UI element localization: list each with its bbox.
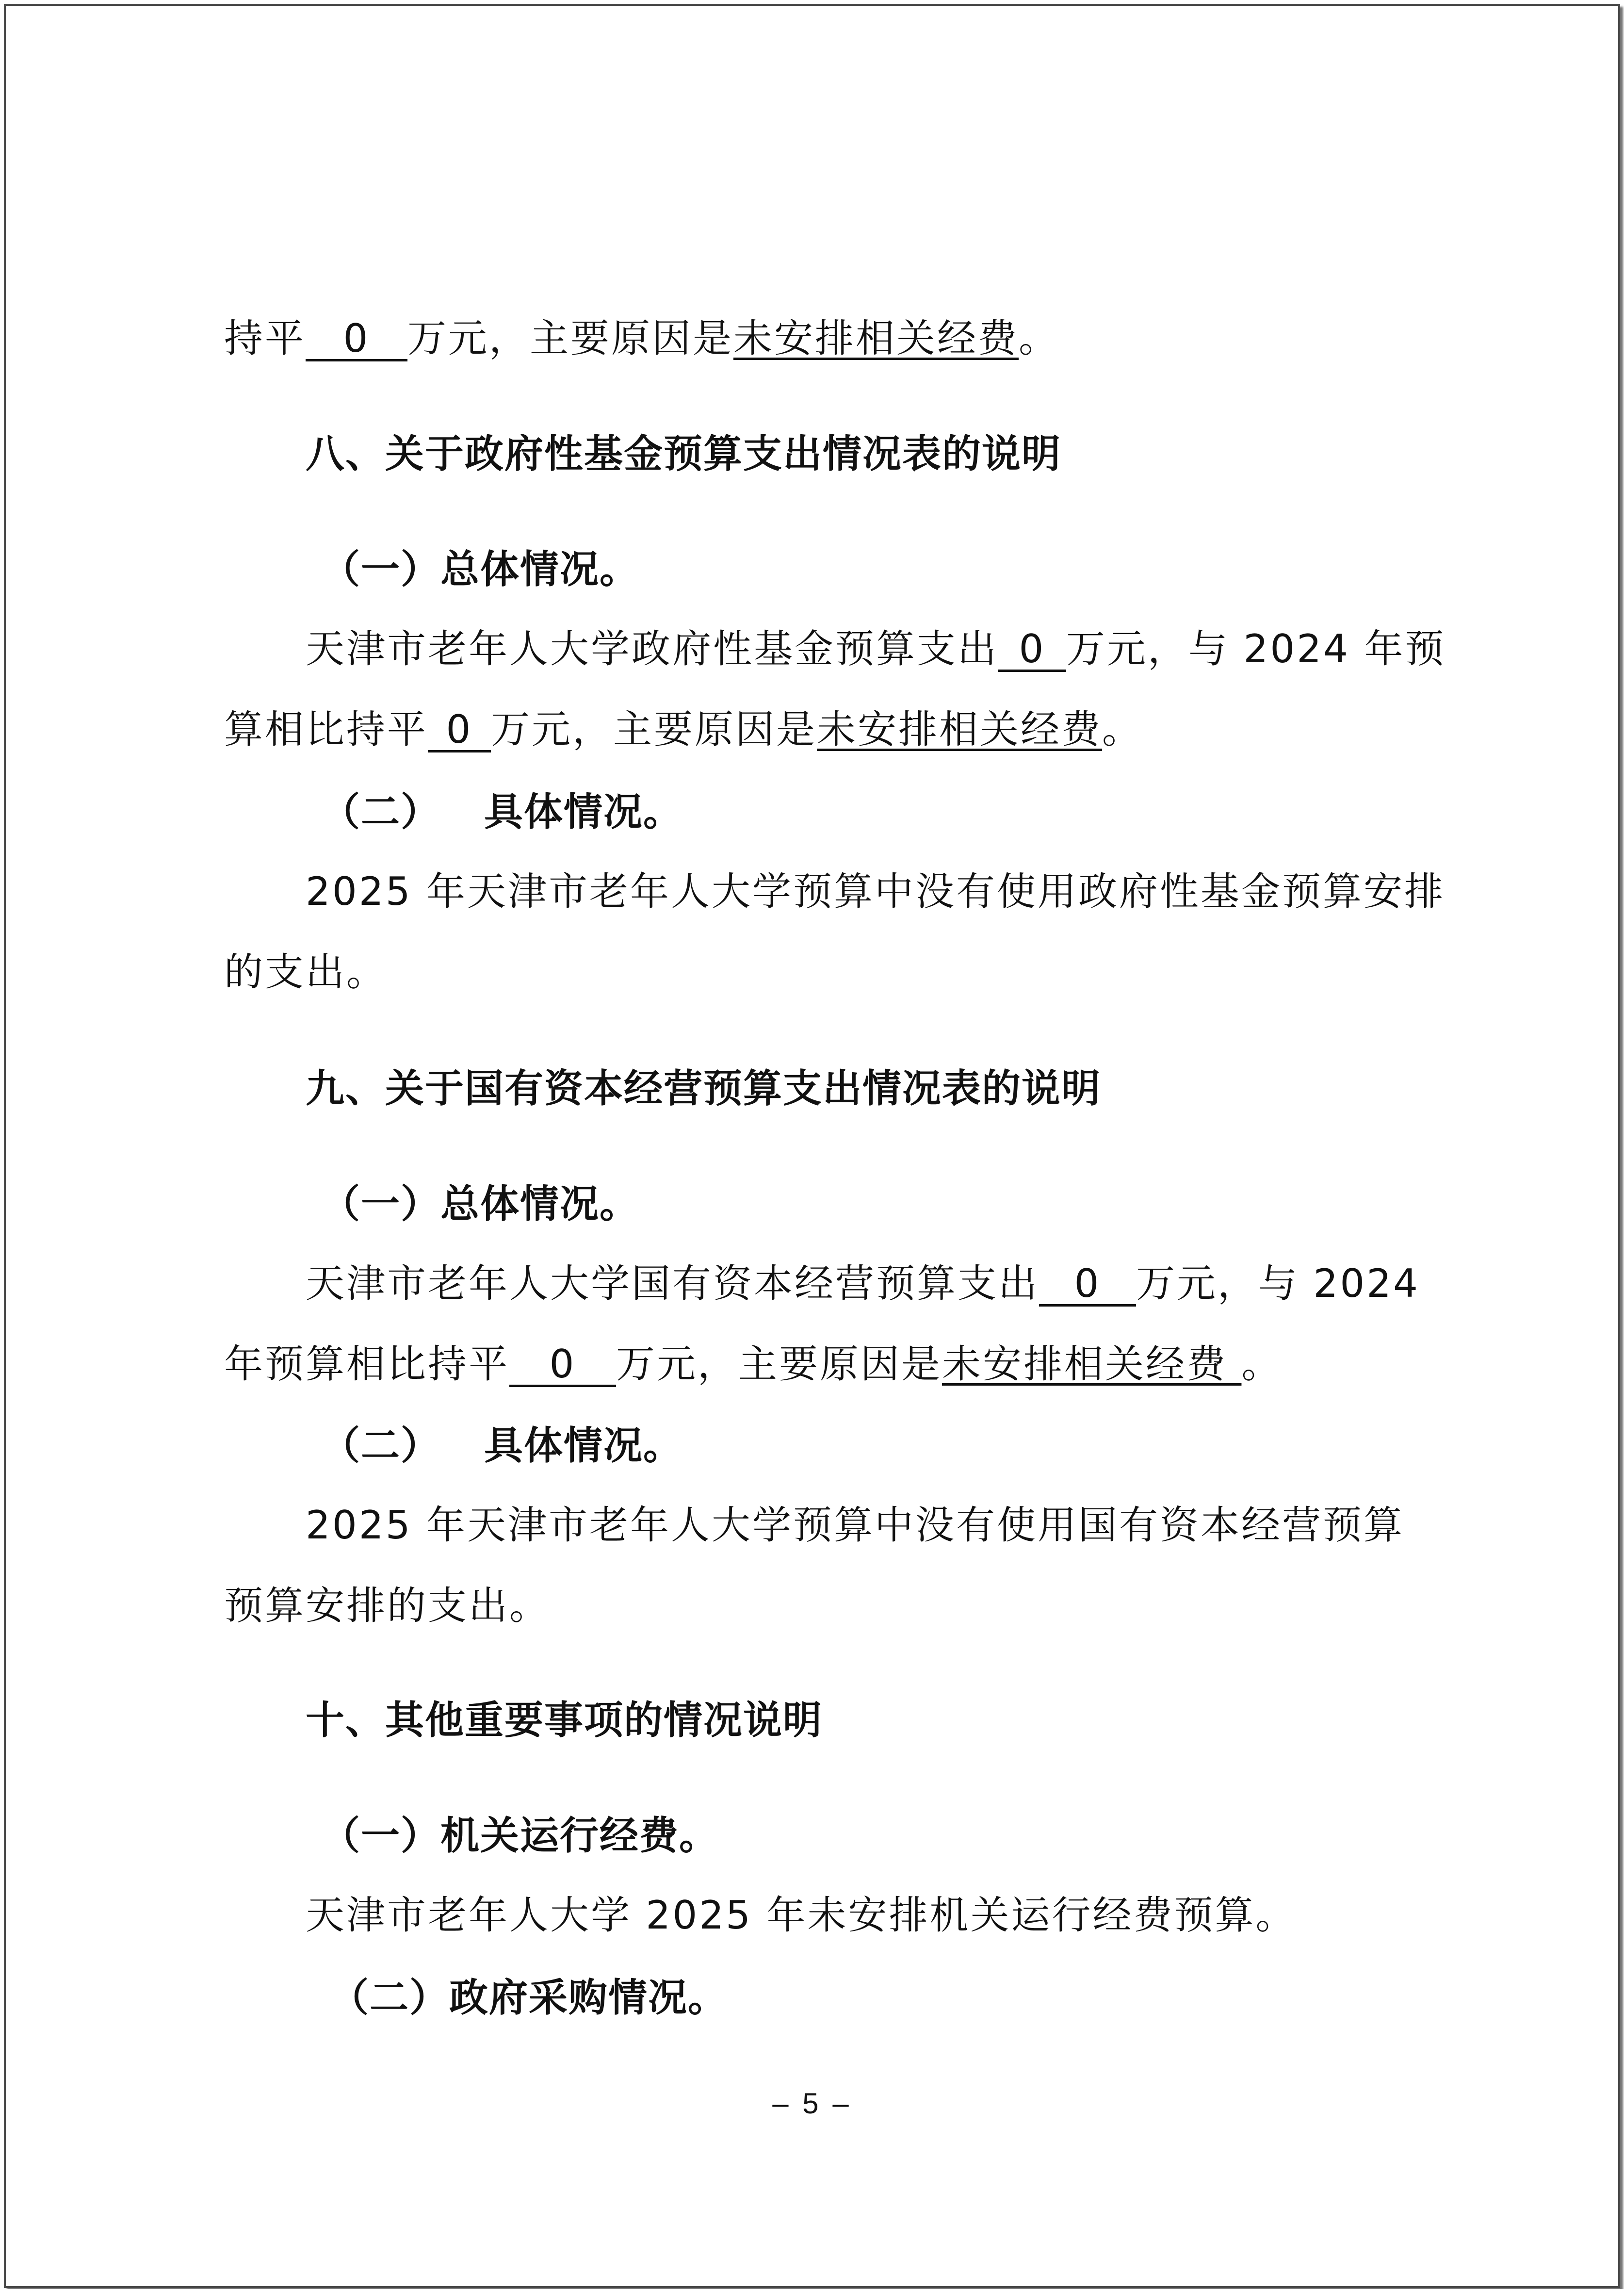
amount-blank: 0 bbox=[1039, 1263, 1136, 1307]
paragraph-line: 2025 年天津市老年人大学预算中没有使用政府性基金预算安排 bbox=[306, 869, 1445, 914]
text: 年预算相比持平 bbox=[224, 1341, 509, 1387]
section-heading: 九、关于国有资本经营预算支出情况表的说明 bbox=[306, 1066, 1101, 1111]
subsection-title: 具体情况。 bbox=[484, 789, 683, 834]
text: 。 bbox=[1019, 316, 1059, 361]
reason-underlined: 未安排相关经费 bbox=[733, 316, 1019, 361]
subsection-title: 具体情况。 bbox=[484, 1423, 683, 1468]
text: 万元，与 2024 年预 bbox=[1066, 626, 1446, 671]
subsection-heading bbox=[321, 1422, 683, 1469]
reason-underlined: 未安排相关经费 bbox=[942, 1341, 1242, 1387]
reason-underlined: 未安排相关经费 bbox=[817, 707, 1102, 752]
text: 算相比持平 bbox=[224, 707, 428, 752]
amount-blank: 0 bbox=[428, 709, 491, 752]
amount-blank: 0 bbox=[306, 318, 407, 361]
text: 。 bbox=[1241, 1341, 1283, 1387]
paragraph-line: 预算安排的支出。 bbox=[224, 1583, 550, 1628]
paragraph-line bbox=[224, 315, 1059, 362]
paragraph-line: 的支出。 bbox=[224, 949, 387, 995]
subsection-number: （二） bbox=[321, 1423, 440, 1468]
text: 万元，与 2024 bbox=[1136, 1261, 1420, 1306]
amount-blank: 0 bbox=[509, 1344, 616, 1387]
subsection-number: （二） bbox=[321, 789, 440, 834]
subsection-heading: （二）政府采购情况。 bbox=[330, 1975, 728, 2020]
subsection-heading: （一）总体情况。 bbox=[321, 547, 639, 592]
paragraph-line bbox=[306, 626, 1445, 672]
subsection-heading: （一）机关运行经费。 bbox=[321, 1813, 719, 1858]
paragraph-line bbox=[224, 1341, 1282, 1388]
subsection-heading bbox=[321, 789, 683, 835]
text: 天津市老年人大学政府性基金预算支出 bbox=[306, 626, 998, 671]
paragraph-line: 2025 年天津市老年人大学预算中没有使用国有资本经营预算 bbox=[306, 1503, 1405, 1548]
text: 万元，主要原因是 bbox=[491, 707, 817, 752]
text: 持平 bbox=[224, 316, 306, 361]
text: 万元，主要原因是 bbox=[616, 1341, 942, 1387]
paragraph-line bbox=[224, 706, 1143, 753]
text: 天津市老年人大学国有资本经营预算支出 bbox=[306, 1261, 1039, 1306]
page-number: – 5 – bbox=[772, 2087, 852, 2120]
paragraph-line bbox=[306, 1260, 1420, 1307]
text: 万元，主要原因是 bbox=[407, 316, 733, 361]
paragraph-line: 天津市老年人大学 2025 年未安排机关运行经费预算。 bbox=[306, 1893, 1297, 1938]
amount-blank: 0 bbox=[998, 629, 1066, 672]
section-heading: 十、其他重要事项的情况说明 bbox=[306, 1698, 823, 1743]
section-heading: 八、关于政府性基金预算支出情况表的说明 bbox=[306, 431, 1061, 476]
subsection-heading: （一）总体情况。 bbox=[321, 1181, 639, 1226]
text: 。 bbox=[1102, 707, 1143, 752]
